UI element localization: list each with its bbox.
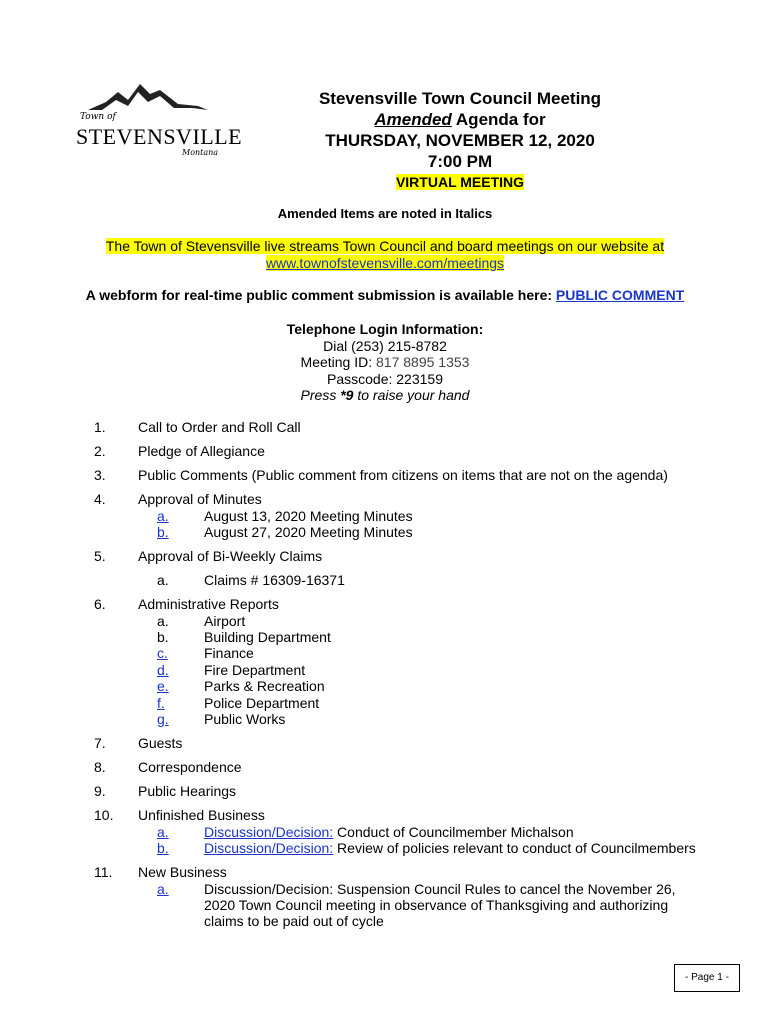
subitem-link[interactable]: a. bbox=[157, 881, 169, 897]
virtual-meeting-label: VIRTUAL MEETING bbox=[395, 174, 525, 190]
meetings-link[interactable]: www.townofstevensville.com/meetings bbox=[265, 255, 505, 271]
subitem-text: Finance bbox=[204, 645, 254, 661]
town-logo bbox=[72, 80, 243, 160]
subitem-text-cont: claims to be paid out of cycle bbox=[204, 913, 384, 929]
subitem-letter: a. bbox=[157, 572, 169, 588]
discussion-link[interactable]: Discussion/Decision: bbox=[204, 840, 334, 856]
mountain-icon bbox=[88, 80, 208, 114]
item-text: Call to Order and Roll Call bbox=[138, 419, 301, 435]
subitem-text: Discussion/Decision: Suspension Council Rules to cancel the November 26, bbox=[204, 881, 676, 897]
header-time: 7:00 PM bbox=[427, 152, 493, 171]
subitem-link[interactable]: b. bbox=[157, 524, 169, 540]
press-key: *9 bbox=[340, 387, 354, 403]
discussion-link[interactable]: Discussion/Decision: bbox=[204, 824, 334, 840]
item-number: 5. bbox=[94, 548, 106, 564]
subitem-text-cont: 2020 Town Council meeting in observance of Thanksgiving and authorizing bbox=[204, 897, 669, 913]
item-number: 8. bbox=[94, 759, 106, 775]
amended-note: Amended Items are noted in Italics bbox=[277, 206, 493, 221]
item-text: Unfinished Business bbox=[138, 807, 265, 823]
press-text: Press bbox=[300, 387, 341, 403]
raise-hand-note bbox=[0, 387, 770, 404]
dial-number: Dial (253) 215-8782 bbox=[323, 337, 447, 354]
subitem-link[interactable]: d. bbox=[157, 662, 169, 678]
logo-state: Montana bbox=[182, 148, 219, 157]
passcode: Passcode: 223159 bbox=[327, 370, 443, 387]
subitem-text: Review of policies relevant to conduct of Councilmembers bbox=[333, 840, 696, 856]
item-text: Correspondence bbox=[138, 759, 242, 775]
meeting-id-value: 817 8895 1353 bbox=[376, 354, 470, 370]
webform-notice bbox=[0, 287, 770, 303]
telephone-title: Telephone Login Information: bbox=[286, 321, 484, 337]
item-number: 4. bbox=[94, 491, 106, 507]
subitem-text: Claims # 16309-16371 bbox=[204, 572, 345, 588]
meeting-id-label: Meeting ID: bbox=[300, 354, 377, 370]
subitem-link[interactable]: e. bbox=[157, 678, 169, 694]
item-text: Administrative Reports bbox=[138, 596, 279, 612]
logo-town-of: Town of bbox=[80, 112, 116, 122]
livestream-notice bbox=[0, 238, 770, 272]
webform-text: A webform for real-time public comment submission is available here: bbox=[85, 287, 556, 303]
subitem-link[interactable]: f. bbox=[157, 695, 165, 711]
header-date: THURSDAY, NOVEMBER 12, 2020 bbox=[325, 131, 595, 150]
item-number: 2. bbox=[94, 443, 106, 459]
item-text: Approval of Minutes bbox=[138, 491, 262, 507]
subitem-text: Parks & Recreation bbox=[204, 678, 325, 694]
logo-name: STEVENSVILLE bbox=[76, 124, 243, 149]
subitem-letter: b. bbox=[157, 629, 169, 645]
item-number: 7. bbox=[94, 735, 106, 751]
press-rest: to raise your hand bbox=[353, 387, 470, 403]
item-number: 6. bbox=[94, 596, 106, 612]
item-text: Public Hearings bbox=[138, 783, 237, 799]
subitem-link[interactable]: c. bbox=[157, 645, 168, 661]
amended-word: Amended bbox=[374, 110, 452, 129]
agenda-header bbox=[280, 88, 640, 191]
item-text: Guests bbox=[138, 735, 183, 751]
page-number: - Page 1 - bbox=[674, 964, 740, 992]
item-number: 3. bbox=[94, 467, 106, 483]
item-number: 10. bbox=[94, 807, 114, 823]
item-text: Pledge of Allegiance bbox=[138, 443, 265, 459]
subitem-text: Public Works bbox=[204, 711, 286, 727]
item-number: 1. bbox=[94, 419, 106, 435]
subitem-text: August 27, 2020 Meeting Minutes bbox=[204, 524, 413, 540]
meeting-id bbox=[0, 354, 770, 371]
subitem-text: Fire Department bbox=[204, 662, 306, 678]
subitem-link[interactable]: a. bbox=[157, 824, 169, 840]
subitem-text: Building Department bbox=[204, 629, 331, 645]
item-text: New Business bbox=[138, 864, 227, 880]
item-text: Approval of Bi-Weekly Claims bbox=[138, 548, 323, 564]
subitem-text: Police Department bbox=[204, 695, 320, 711]
subitem-link[interactable]: b. bbox=[157, 840, 169, 856]
public-comment-link[interactable]: PUBLIC COMMENT bbox=[555, 287, 685, 303]
subitem-text: Conduct of Councilmember Michalson bbox=[333, 824, 574, 840]
item-text: Public Comments (Public comment from citizens on items that are not on the agenda) bbox=[138, 467, 668, 483]
telephone-info bbox=[0, 321, 770, 404]
agenda-for: Agenda for bbox=[451, 110, 546, 129]
subitem-letter: a. bbox=[157, 613, 169, 629]
livestream-text: The Town of Stevensville live streams Town Council and board meetings on our website at bbox=[105, 238, 665, 254]
header-title: Stevensville Town Council Meeting bbox=[318, 89, 602, 108]
subitem-link[interactable]: a. bbox=[157, 508, 169, 524]
subitem-text: Airport bbox=[204, 613, 246, 629]
subitem-link[interactable]: g. bbox=[157, 711, 169, 727]
header-agenda-line bbox=[280, 109, 640, 130]
item-number: 11. bbox=[94, 864, 113, 880]
subitem-text: August 13, 2020 Meeting Minutes bbox=[204, 508, 413, 524]
item-number: 9. bbox=[94, 783, 106, 799]
